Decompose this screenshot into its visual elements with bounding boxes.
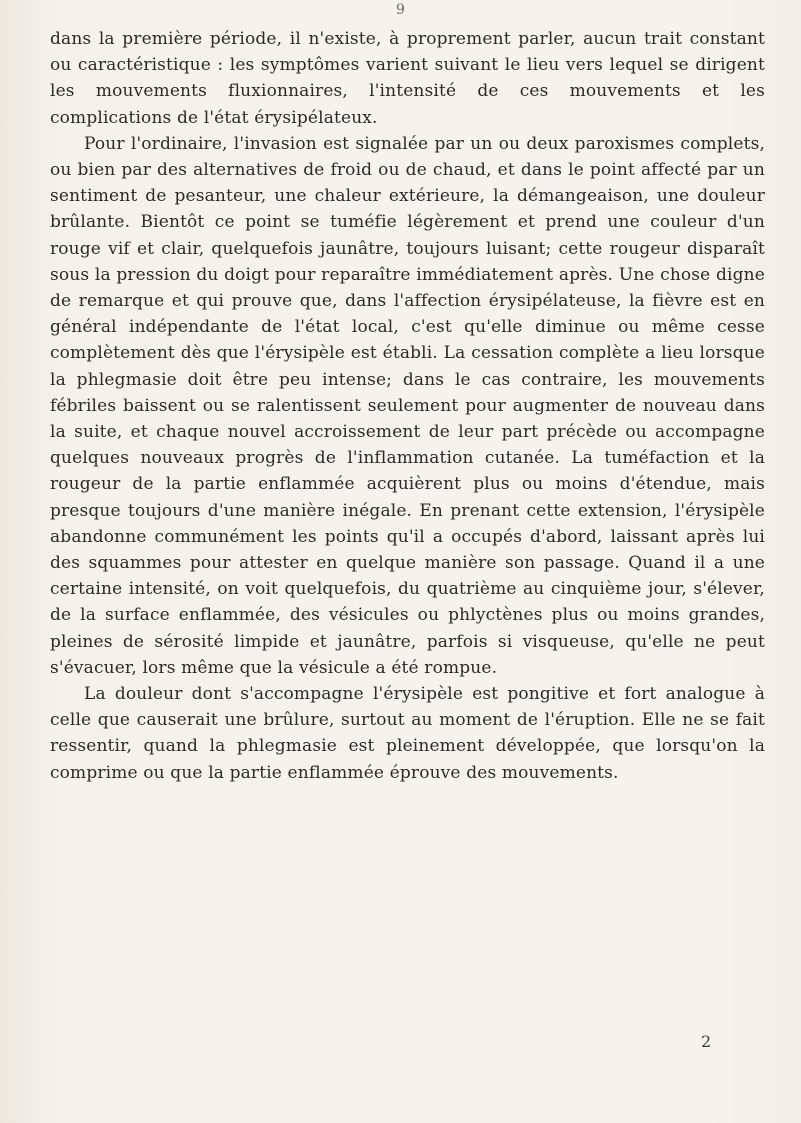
signature-mark: 2 — [701, 1032, 712, 1051]
paragraph-2: Pour l'ordinaire, l'invasion est signalée par un ou deux paroxismes complets, ou bien par des alternatives de froid ou de chaud, et dans le point affecté par un sentiment de pesanteur, une chaleur extérieure, la démangeaison, une douleur brûlante. Bientôt ce point se tuméfie légèrement et prend une couleur d'un rouge vif et clair, quelquefois jaunâtre, toujours luisant; cette rougeur disparaît sous la pression du doigt pour reparaître immédiatement après. Une chose digne de remarque et qui prouve que, dans l'affection érysipélateuse, la fièvre est en général indépendante de l'état local, c'est qu'elle diminue ou même cesse complètement dès que l'érysipèle est établi. La cessation complète a lieu lorsque la phlegmasie doit être peu intense; dans le cas contraire, les mouvements fébriles baissent ou se ralentissent seulement pour augmenter de nouveau dans la suite, et chaque nouvel accroissement de leur part précède ou accompagne quelques nouveaux progrès de l'inflammation cutanée. La tuméfaction et la rougeur de la partie enflammée acquièrent plus ou moins d'étendue, mais presque toujours d'une manière inégale. En prenant cette extension, l'érysipèle abandonne communément les points qu'il a occupés d'abord, laissant après lui des squammes pour attester en quelque manière son passage. Quand il a une certaine intensité, on voit quelquefois, du quatrième au cinquième jour, s'élever, de la surface enflammée, des vésicules ou phlyctènes plus ou moins grandes, pleines de sérosité limpide et jaunâtre, parfois si visqueuse, qu'elle ne peut s'évacuer, lors même que la vésicule a été rompue. — [50, 133, 765, 678]
top-page-number: 9 — [396, 2, 405, 18]
body-text — [50, 26, 765, 786]
paragraph-1: dans la première période, il n'existe, à proprement parler, aucun trait constant ou caractéristique : les symptômes varient suivant le lieu vers lequel se dirigent les mouvements fluxionnaires, l'intensité de ces mouvements et les complications de l'état érysipélateux. — [50, 29, 765, 128]
paragraph-3: La douleur dont s'accompagne l'érysipèle est pongitive et fort analogue à celle que causerait une brûlure, surtout au moment de l'éruption. Elle ne se fait ressentir, quand la phlegmasie est pleinement développée, que lorsqu'on la comprime ou que la partie enflammée éprouve des mouvements. — [50, 684, 765, 783]
